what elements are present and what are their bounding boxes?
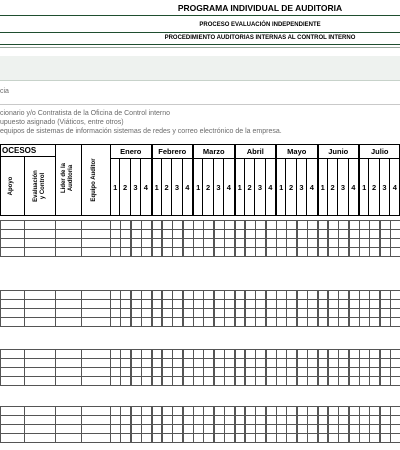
week-cell[interactable] — [380, 317, 391, 327]
week-cell[interactable] — [183, 247, 194, 257]
col-evaluacion-label: Evaluación y Control — [33, 170, 46, 202]
schedule-cell[interactable] — [0, 433, 25, 443]
week-cell[interactable] — [183, 376, 194, 386]
week-cell[interactable] — [307, 317, 318, 327]
week-header: 4 — [390, 159, 400, 216]
week-cell[interactable] — [297, 376, 308, 386]
week-cell[interactable] — [369, 433, 380, 443]
week-cell[interactable] — [172, 317, 183, 327]
week-cell[interactable] — [224, 376, 235, 386]
week-cell[interactable] — [110, 317, 121, 327]
week-cell[interactable] — [266, 376, 277, 386]
week-cell[interactable] — [235, 376, 246, 386]
week-cell[interactable] — [390, 247, 400, 257]
week-header: 3 — [214, 159, 224, 216]
schedule-cell[interactable] — [55, 376, 82, 386]
week-cell[interactable] — [141, 376, 152, 386]
week-cell[interactable] — [203, 247, 214, 257]
week-cell[interactable] — [162, 247, 173, 257]
week-cell[interactable] — [193, 376, 204, 386]
week-header: 1 — [318, 159, 328, 216]
week-cell[interactable] — [297, 247, 308, 257]
audit-schedule-table — [0, 144, 400, 450]
month-header-2: Febrero — [152, 144, 194, 159]
week-cell[interactable] — [286, 247, 297, 257]
form-band — [0, 56, 400, 81]
header-divider-3 — [0, 44, 400, 45]
week-cell[interactable] — [390, 376, 400, 386]
week-header: 4 — [183, 159, 193, 216]
week-header: 3 — [380, 159, 390, 216]
header-divider-2 — [0, 32, 400, 33]
week-cell[interactable] — [120, 433, 131, 443]
week-cell[interactable] — [359, 376, 370, 386]
week-header: 1 — [359, 159, 369, 216]
week-cell[interactable] — [172, 247, 183, 257]
week-header: 1 — [152, 159, 162, 216]
week-header: 3 — [255, 159, 265, 216]
week-cell[interactable] — [120, 247, 131, 257]
resource-note-1: cionario y/o Contratista de la Oficina de Control interno — [0, 110, 171, 117]
header-divider-4 — [0, 47, 400, 48]
schedule-cell[interactable] — [81, 376, 111, 386]
week-cell[interactable] — [307, 376, 318, 386]
week-cell[interactable] — [141, 317, 152, 327]
week-cell[interactable] — [235, 317, 246, 327]
week-cell[interactable] — [369, 247, 380, 257]
week-header: 4 — [224, 159, 234, 216]
week-cell[interactable] — [110, 247, 121, 257]
week-cell[interactable] — [214, 433, 225, 443]
week-cell[interactable] — [141, 433, 152, 443]
week-header: 2 — [203, 159, 213, 216]
week-cell[interactable] — [349, 376, 360, 386]
schedule-cell[interactable] — [55, 433, 82, 443]
week-header: 2 — [120, 159, 130, 216]
week-cell[interactable] — [245, 433, 256, 443]
week-cell[interactable] — [152, 433, 163, 443]
week-cell[interactable] — [224, 317, 235, 327]
week-cell[interactable] — [203, 376, 214, 386]
schedule-cell[interactable] — [55, 247, 82, 257]
week-cell[interactable] — [390, 433, 400, 443]
col-equipo-label: Equipo Auditor — [91, 158, 97, 202]
week-cell[interactable] — [162, 317, 173, 327]
week-header: 2 — [369, 159, 379, 216]
week-cell[interactable] — [203, 317, 214, 327]
week-cell[interactable] — [297, 317, 308, 327]
week-cell[interactable] — [318, 247, 329, 257]
week-header: 1 — [276, 159, 286, 216]
week-cell[interactable] — [255, 433, 266, 443]
header-divider-1 — [0, 15, 400, 16]
week-header: 1 — [235, 159, 245, 216]
week-cell[interactable] — [245, 376, 256, 386]
schedule-cell[interactable] — [24, 433, 56, 443]
week-cell[interactable] — [328, 433, 339, 443]
week-cell[interactable] — [380, 247, 391, 257]
week-header: 4 — [307, 159, 317, 216]
week-cell[interactable] — [359, 433, 370, 443]
week-cell[interactable] — [131, 317, 142, 327]
week-cell[interactable] — [369, 317, 380, 327]
schedule-cell[interactable] — [0, 317, 25, 327]
week-cell[interactable] — [266, 317, 277, 327]
week-cell[interactable] — [193, 317, 204, 327]
month-header-5: Mayo — [276, 144, 318, 159]
week-cell[interactable] — [245, 247, 256, 257]
week-cell[interactable] — [193, 247, 204, 257]
week-cell[interactable] — [172, 433, 183, 443]
week-cell[interactable] — [235, 247, 246, 257]
week-header: 4 — [349, 159, 359, 216]
schedule-cell[interactable] — [24, 376, 56, 386]
week-cell[interactable] — [338, 247, 349, 257]
week-cell[interactable] — [297, 433, 308, 443]
schedule-cell[interactable] — [24, 247, 56, 257]
week-header: 2 — [162, 159, 172, 216]
schedule-cell[interactable] — [81, 317, 111, 327]
week-cell[interactable] — [214, 376, 225, 386]
week-cell[interactable] — [152, 247, 163, 257]
week-cell[interactable] — [245, 317, 256, 327]
resource-note-3: equipos de sistemas de información sistemas de redes y correo electrónico de la empresa. — [0, 128, 282, 135]
week-cell[interactable] — [380, 433, 391, 443]
week-cell[interactable] — [349, 433, 360, 443]
week-header: 2 — [328, 159, 338, 216]
week-cell[interactable] — [152, 376, 163, 386]
week-header: 1 — [110, 159, 120, 216]
form-field-fragment: cia — [0, 88, 9, 95]
week-cell[interactable] — [131, 376, 142, 386]
schedule-cell[interactable] — [24, 317, 56, 327]
week-header: 3 — [338, 159, 348, 216]
week-cell[interactable] — [214, 317, 225, 327]
schedule-cell[interactable] — [55, 317, 82, 327]
week-cell[interactable] — [110, 376, 121, 386]
week-cell[interactable] — [162, 376, 173, 386]
week-cell[interactable] — [318, 433, 329, 443]
week-cell[interactable] — [369, 376, 380, 386]
week-cell[interactable] — [214, 247, 225, 257]
week-cell[interactable] — [255, 376, 266, 386]
month-header-1: Enero — [110, 144, 152, 159]
week-cell[interactable] — [380, 376, 391, 386]
schedule-cell[interactable] — [0, 247, 25, 257]
week-header: 3 — [131, 159, 141, 216]
week-cell[interactable] — [338, 376, 349, 386]
week-cell[interactable] — [110, 433, 121, 443]
month-header-4: Abril — [235, 144, 277, 159]
week-cell[interactable] — [328, 376, 339, 386]
week-cell[interactable] — [120, 376, 131, 386]
document-title: PROGRAMA INDIVIDUAL DE AUDITORIA — [177, 3, 343, 13]
week-header: 2 — [245, 159, 255, 216]
week-cell[interactable] — [131, 433, 142, 443]
month-header-3: Marzo — [193, 144, 235, 159]
week-cell[interactable] — [286, 376, 297, 386]
week-cell[interactable] — [193, 433, 204, 443]
week-cell[interactable] — [224, 433, 235, 443]
week-cell[interactable] — [349, 247, 360, 257]
week-cell[interactable] — [338, 317, 349, 327]
week-cell[interactable] — [276, 433, 287, 443]
week-cell[interactable] — [276, 317, 287, 327]
week-cell[interactable] — [276, 247, 287, 257]
week-cell[interactable] — [152, 317, 163, 327]
form-row-divider — [0, 104, 400, 105]
week-cell[interactable] — [328, 247, 339, 257]
col-apoyo-label: Apoyo — [8, 176, 14, 196]
col-lider-label: Lider de la Auditoria — [61, 163, 74, 194]
week-header: 3 — [172, 159, 182, 216]
week-cell[interactable] — [255, 317, 266, 327]
week-cell[interactable] — [286, 433, 297, 443]
week-cell[interactable] — [162, 433, 173, 443]
week-cell[interactable] — [276, 376, 287, 386]
week-cell[interactable] — [318, 376, 329, 386]
resource-note-2: upuesto asignado (Viáticos, entre otros) — [0, 119, 124, 126]
week-header: 1 — [193, 159, 203, 216]
week-cell[interactable] — [286, 317, 297, 327]
week-cell[interactable] — [183, 433, 194, 443]
week-cell[interactable] — [307, 433, 318, 443]
week-cell[interactable] — [203, 433, 214, 443]
schedule-cell[interactable] — [81, 247, 111, 257]
process-name: PROCESO EVALUACIÓN INDEPENDIENTE — [199, 22, 321, 28]
week-cell[interactable] — [120, 317, 131, 327]
week-cell[interactable] — [349, 317, 360, 327]
week-cell[interactable] — [307, 247, 318, 257]
month-header-7: Julio — [359, 144, 400, 159]
week-cell[interactable] — [328, 317, 339, 327]
week-cell[interactable] — [390, 317, 400, 327]
week-cell[interactable] — [359, 317, 370, 327]
week-header: 4 — [141, 159, 151, 216]
processes-header-label: OCESOS — [2, 146, 37, 155]
week-cell[interactable] — [338, 433, 349, 443]
week-cell[interactable] — [255, 247, 266, 257]
week-cell[interactable] — [141, 247, 152, 257]
week-header: 3 — [297, 159, 307, 216]
month-header-6: Junio — [318, 144, 360, 159]
week-cell[interactable] — [183, 317, 194, 327]
week-cell[interactable] — [359, 247, 370, 257]
week-cell[interactable] — [318, 317, 329, 327]
week-cell[interactable] — [266, 433, 277, 443]
week-cell[interactable] — [131, 247, 142, 257]
week-header: 4 — [266, 159, 276, 216]
week-cell[interactable] — [224, 247, 235, 257]
schedule-cell[interactable] — [0, 376, 25, 386]
week-cell[interactable] — [235, 433, 246, 443]
procedure-name: PROCEDIMIENTO AUDITORIAS INTERNAS AL CONTROL INTERNO — [164, 35, 356, 41]
schedule-cell[interactable] — [81, 433, 111, 443]
week-cell[interactable] — [266, 247, 277, 257]
week-cell[interactable] — [172, 376, 183, 386]
week-header: 2 — [286, 159, 296, 216]
